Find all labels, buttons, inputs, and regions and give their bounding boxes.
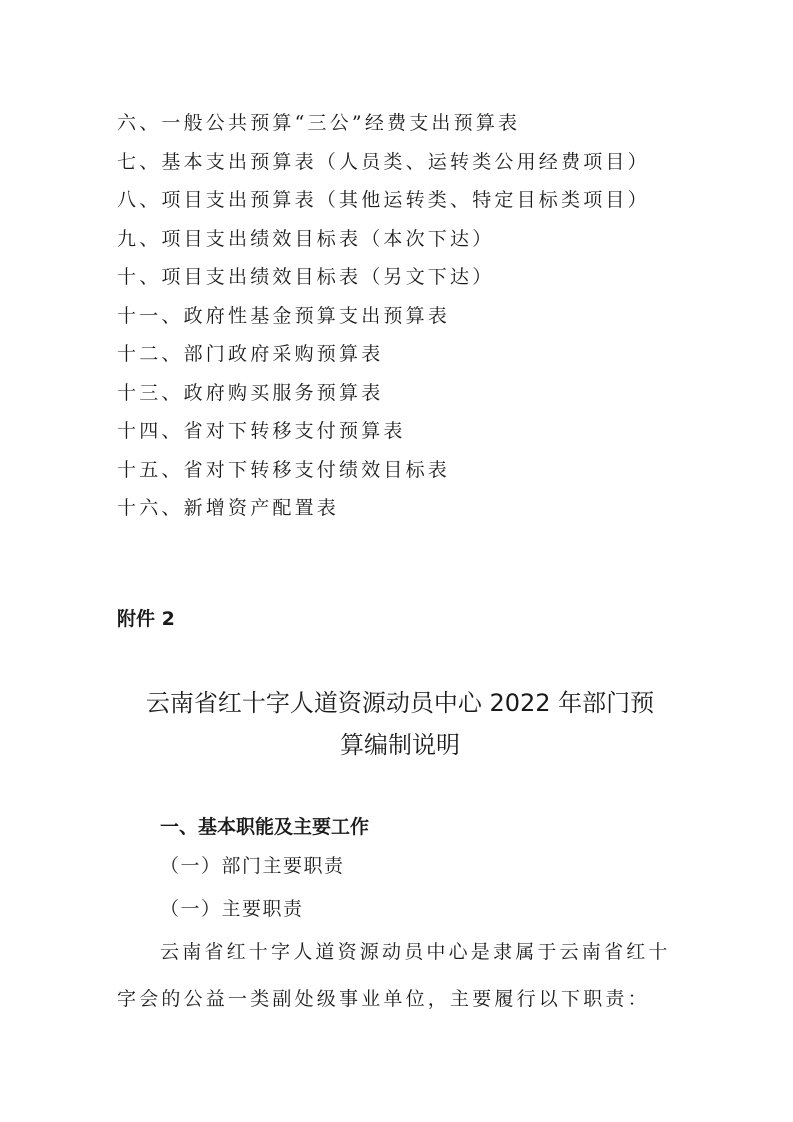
section-heading: 一、基本职能及主要工作 [160, 816, 370, 838]
toc-item: 十四、省对下转移支付预算表 [117, 420, 406, 442]
toc-item: 十一、政府性基金预算支出预算表 [117, 304, 451, 327]
subsection-heading-secondary: （一）主要职责 [160, 898, 304, 920]
body-paragraph-line-2: 字会的公益一类副处级事业单位，主要履行以下职责： [117, 988, 650, 1010]
toc-item: 十三、政府购买服务预算表 [117, 381, 384, 404]
toc-item: 八、项目支出预算表（其他运转类、特定目标类项目） [117, 189, 650, 211]
subsection-heading: （一）部门主要职责 [160, 855, 345, 877]
body-paragraph-line-1: 云南省红十字人道资源动员中心是隶属于云南省红十 [160, 941, 671, 963]
toc-item: 十二、部门政府采购预算表 [117, 343, 384, 365]
toc-item: 十、项目支出绩效目标表（另文下达） [117, 266, 495, 288]
document-title-line-2: 算编制说明 [340, 731, 460, 759]
document-title-line-1: 云南省红十字人道资源动员中心 2022 年部门预 [145, 689, 655, 717]
toc-item: 九、项目支出绩效目标表（本次下达） [117, 227, 495, 250]
toc-item: 七、基本支出预算表（人员类、运转类公用经费项目） [117, 150, 650, 173]
toc-item: 十五、省对下转移支付绩效目标表 [117, 458, 451, 481]
document-title [80, 682, 720, 766]
attachment-label: 附件 2 [117, 608, 175, 630]
attachment-table-list [117, 104, 757, 528]
toc-item: 十六、新增资产配置表 [117, 497, 340, 519]
toc-item: 六、一般公共预算“三公”经费支出预算表 [117, 112, 521, 134]
